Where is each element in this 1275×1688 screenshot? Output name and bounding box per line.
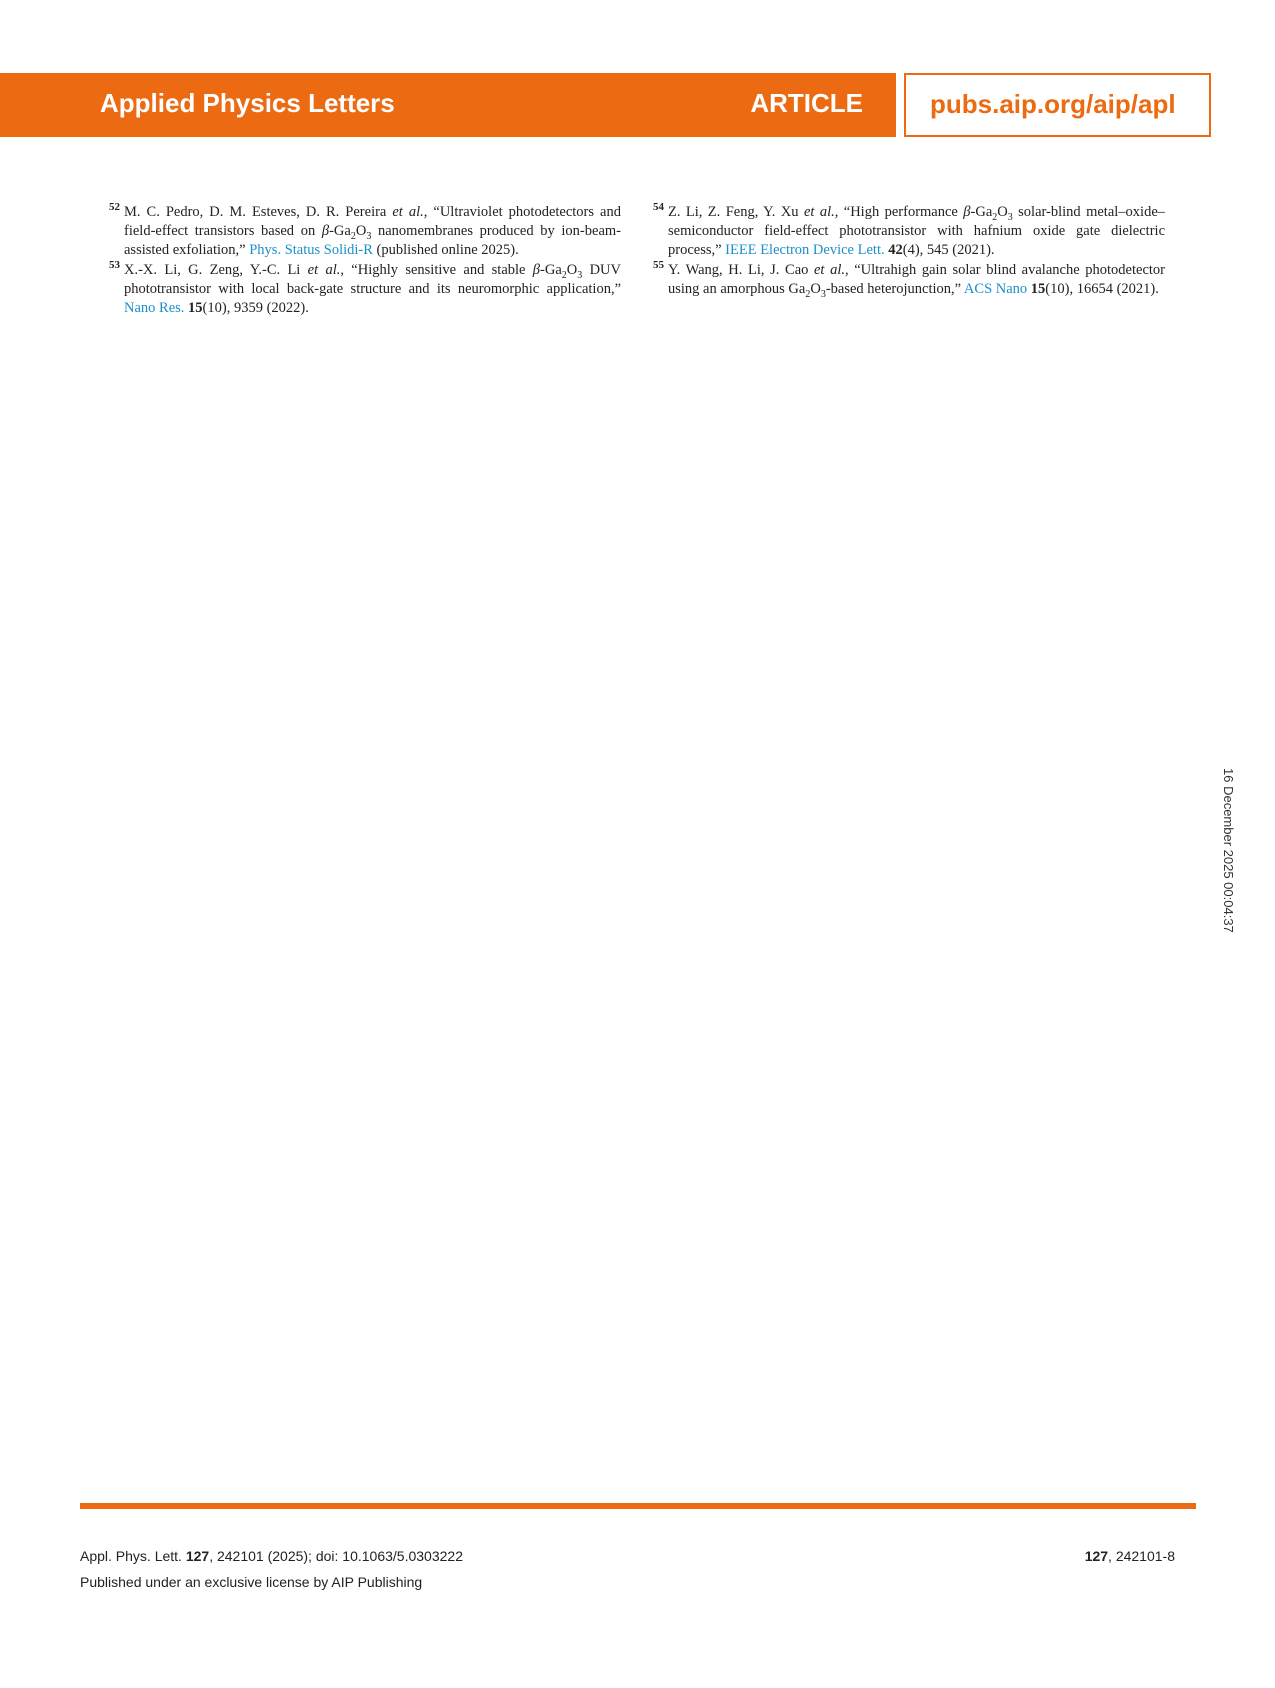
footer-page-number: 127, 242101-8 bbox=[1084, 1548, 1175, 1564]
reference-number: 53 bbox=[109, 258, 120, 271]
footer-license: Published under an exclusive license by AIP Publishing bbox=[80, 1574, 423, 1590]
reference-item bbox=[109, 258, 621, 319]
reference-item bbox=[653, 258, 1165, 300]
reference-text: M. C. Pedro, D. M. Esteves, D. R. Pereira et al., “Ultraviolet photodetectors and field-effect transistors based on $\beta-Ga_2O_3$ nanomembranes produced by ion-beam-assisted exfoliation,” Phys. Status Solidi-R (published online 2025). bbox=[124, 204, 621, 259]
reference-journal-link[interactable]: IEEE Electron Device Lett. bbox=[725, 242, 885, 259]
footer-rule bbox=[80, 1503, 1196, 1509]
footer-citation: Appl. Phys. Lett. 127, 242101 (2025); doi: 10.1063/5.0303222 bbox=[80, 1548, 463, 1564]
reference-journal-link[interactable]: ACS Nano bbox=[963, 280, 1028, 297]
article-type-label: ARTICLE bbox=[750, 88, 863, 118]
reference-item bbox=[109, 201, 621, 261]
reference-number: 54 bbox=[653, 201, 664, 213]
journal-url-link[interactable]: pubs.aip.org/aip/apl bbox=[930, 89, 1176, 119]
reference-text: X.-X. Li, G. Zeng, Y.-C. Li et al., “Highly sensitive and stable $\beta-Ga_2O_3$ DUV phototransistor with local back-gate structure and its neuromorphic application,” Nano Res. 15(10), 9359 (2022). bbox=[124, 261, 621, 317]
journal-name: Applied Physics Letters bbox=[100, 88, 395, 118]
download-timestamp: 16 December 2025 00:04:37 bbox=[1221, 768, 1236, 933]
reference-text: Z. Li, Z. Feng, Y. Xu et al., “High performance $\beta-Ga_2O_3$ solar-blind metal–oxide–semiconductor field-effect phototransistor with hafnium oxide gate dielectric process,” IEEE Electron Device Lett. 42(4), 545 (2021). bbox=[668, 204, 1166, 259]
reference-number: 52 bbox=[109, 201, 120, 213]
reference-text: Y. Wang, H. Li, J. Cao et al., “Ultrahigh gain solar blind avalanche photodetector using an amorphous $Ga_2O_3$-based heterojunction,” ACS Nano 15(10), 16654 (2021). bbox=[668, 261, 1165, 300]
reference-number: 55 bbox=[653, 258, 664, 271]
references-column-left bbox=[109, 201, 621, 318]
reference-item bbox=[653, 201, 1166, 261]
reference-journal-link[interactable]: Nano Res. bbox=[124, 300, 185, 317]
reference-journal-link[interactable]: Phys. Status Solidi-R bbox=[249, 242, 373, 259]
references-column-right bbox=[653, 201, 1166, 300]
